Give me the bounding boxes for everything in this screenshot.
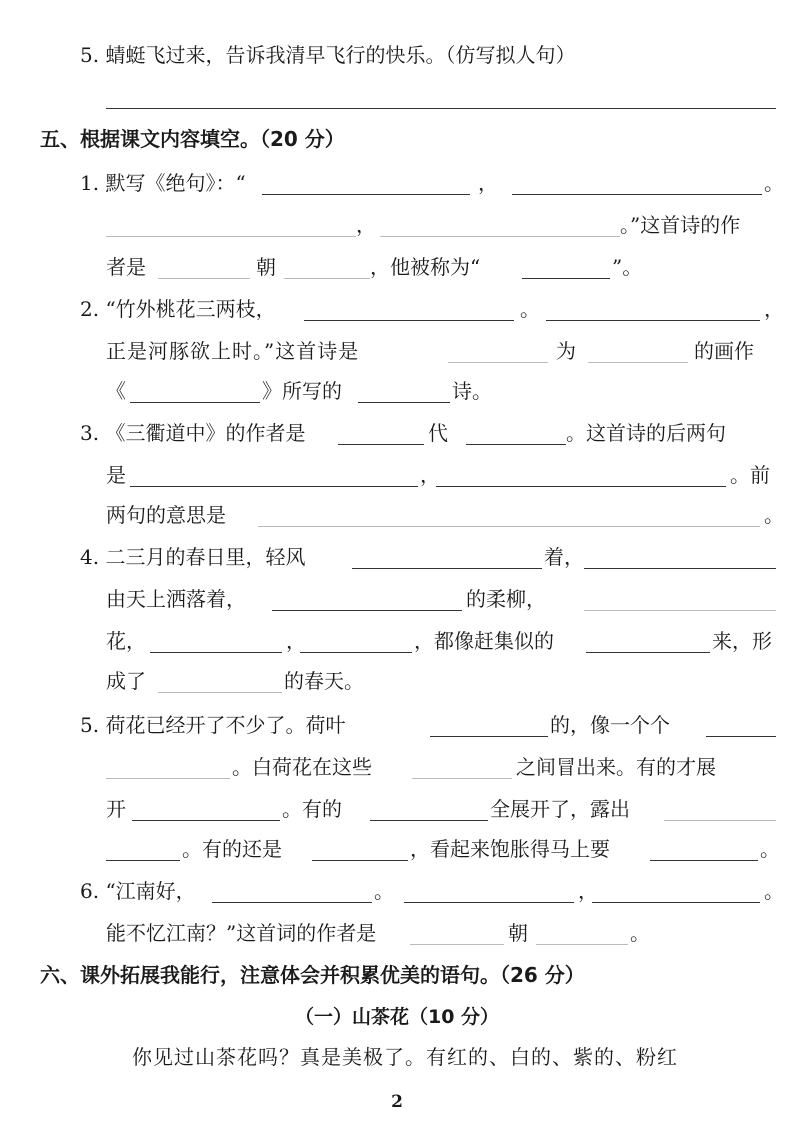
blank[interactable] (106, 778, 230, 779)
text: 是 (106, 463, 126, 487)
text: 诗。 (452, 379, 492, 403)
blank[interactable] (258, 526, 760, 527)
text: 《 (106, 379, 126, 403)
text: 5. 荷花已经开了不少了。荷叶 (80, 713, 346, 737)
text: 。”这首诗的作 (620, 213, 741, 237)
text: 者是 (106, 255, 146, 279)
text: 朝 (508, 921, 528, 945)
text: 4. 二三月的春日里，轻风 (80, 545, 306, 569)
blank[interactable] (272, 610, 462, 611)
text: 之间冒出来。有的才展 (516, 755, 716, 779)
blank[interactable] (522, 278, 610, 279)
text: 的画作 (694, 339, 754, 363)
blank[interactable] (448, 362, 548, 363)
text: 6. “江南好， (80, 879, 196, 903)
text: 开 (106, 797, 126, 821)
text: 2. “竹外桃花三两枝， (80, 297, 276, 321)
q5-2-line-2 (0, 334, 794, 368)
text: 。 (630, 921, 650, 945)
blank[interactable] (412, 778, 512, 779)
text: ，都像赶集似的 (414, 629, 554, 653)
blank[interactable] (430, 736, 548, 737)
passage-paragraph (0, 1040, 794, 1074)
text: 。 (760, 837, 780, 861)
text: 的，像一个个 (550, 713, 670, 737)
blank[interactable] (466, 444, 566, 445)
q5-5-line-1 (0, 708, 794, 742)
section-6-heading (0, 958, 794, 992)
text: ， (578, 879, 598, 903)
text: 代 (428, 421, 448, 445)
q5-5-line-3 (0, 792, 794, 826)
q5-2-line-3 (0, 374, 794, 408)
blank[interactable] (436, 486, 726, 487)
blank[interactable] (158, 692, 282, 693)
text: 朝 (256, 255, 276, 279)
blank[interactable] (106, 236, 356, 237)
text: ， (420, 463, 440, 487)
blank[interactable] (130, 402, 260, 403)
blank[interactable] (312, 860, 408, 861)
section-5-heading (0, 122, 794, 156)
passage-title: （一）山茶花（10 分） (294, 1006, 500, 1028)
page-number: 2 (391, 1092, 403, 1112)
blank[interactable] (664, 820, 776, 821)
section-title: 五、根据课文内容填空。（20 分） (40, 127, 345, 151)
answer-line[interactable] (106, 108, 776, 109)
paragraph-text: 你见过山茶花吗？真是美极了。有红的、白的、紫的、粉红 (132, 1045, 678, 1069)
text: ， (356, 213, 376, 237)
q5-6-line-1 (0, 874, 794, 908)
q5-1-line-1 (0, 166, 794, 200)
text: 。这首诗的后两句 (566, 421, 726, 445)
text: 由天上洒落着， (106, 587, 246, 611)
blank[interactable] (546, 320, 760, 321)
blank[interactable] (584, 568, 776, 569)
q5-4-line-3 (0, 624, 794, 658)
q5-3-line-3 (0, 498, 794, 532)
blank[interactable] (150, 652, 282, 653)
q5-5-line-2 (0, 750, 794, 784)
q4-item-5 (0, 38, 794, 72)
blank[interactable] (584, 610, 776, 611)
blank[interactable] (592, 902, 760, 903)
text: 两句的意思是 (106, 503, 226, 527)
text: 的柔柳， (466, 587, 546, 611)
blank[interactable] (586, 652, 710, 653)
text: 全展开了，露出 (490, 797, 630, 821)
q5-2-line-1 (0, 292, 794, 326)
blank[interactable] (536, 944, 628, 945)
text: 。前 (730, 463, 770, 487)
blank[interactable] (132, 820, 280, 821)
section-title: 六、课外拓展我能行，注意体会并积累优美的语句。（26 分） (40, 963, 585, 987)
text: 来，形 (712, 629, 772, 653)
blank[interactable] (130, 486, 418, 487)
blank[interactable] (370, 820, 488, 821)
q5-4-line-4 (0, 664, 794, 698)
text: ， (764, 297, 784, 321)
text: 着， (544, 545, 584, 569)
blank[interactable] (404, 902, 574, 903)
blank[interactable] (304, 320, 514, 321)
q5-3-line-1 (0, 416, 794, 450)
text: 为 (556, 339, 576, 363)
q5-4-line-1 (0, 540, 794, 574)
text: 。 (764, 171, 784, 195)
text: ， (478, 171, 498, 195)
question-text: 5. 蜻蜓飞过来，告诉我清早飞行的快乐。（仿写拟人句） (80, 43, 576, 67)
q5-1-line-3 (0, 250, 794, 284)
text: ， (286, 629, 306, 653)
blank[interactable] (338, 444, 424, 445)
blank[interactable] (158, 278, 250, 279)
text: 。白荷花在这些 (232, 755, 372, 779)
q5-4-line-2 (0, 582, 794, 616)
blank[interactable] (284, 278, 370, 279)
text: 。 (520, 297, 540, 321)
text: ，他被称为“ (370, 255, 481, 279)
text: 3. 《三衢道中》的作者是 (80, 421, 306, 445)
text: ，看起来饱胀得马上要 (410, 837, 610, 861)
text: 的春天。 (284, 669, 364, 693)
text: 》所写的 (262, 379, 342, 403)
q5-1-line-2 (0, 208, 794, 242)
blank[interactable] (352, 568, 542, 569)
blank[interactable] (588, 362, 688, 363)
blank[interactable] (262, 194, 470, 195)
text: 。 (374, 879, 394, 903)
text: 正是河豚欲上时。”这首诗是 (106, 339, 360, 363)
blank[interactable] (106, 860, 180, 861)
blank[interactable] (650, 860, 758, 861)
text: 1. 默写《绝句》：“ (80, 171, 246, 195)
q5-6-line-2 (0, 916, 794, 950)
text: 花， (106, 629, 146, 653)
text: 。有的还是 (182, 837, 282, 861)
q5-3-line-2 (0, 458, 794, 492)
text: 。有的 (282, 797, 342, 821)
blank[interactable] (706, 736, 776, 737)
q5-5-line-4 (0, 832, 794, 866)
blank[interactable] (300, 652, 412, 653)
text: ”。 (612, 255, 643, 279)
blank[interactable] (410, 944, 504, 945)
text: 成了 (106, 669, 146, 693)
blank[interactable] (212, 902, 372, 903)
text: 能不忆江南？”这首词的作者是 (106, 921, 377, 945)
blank[interactable] (380, 236, 620, 237)
text: 。 (764, 879, 784, 903)
blank[interactable] (358, 402, 450, 403)
blank[interactable] (512, 194, 762, 195)
text: 。 (764, 503, 784, 527)
